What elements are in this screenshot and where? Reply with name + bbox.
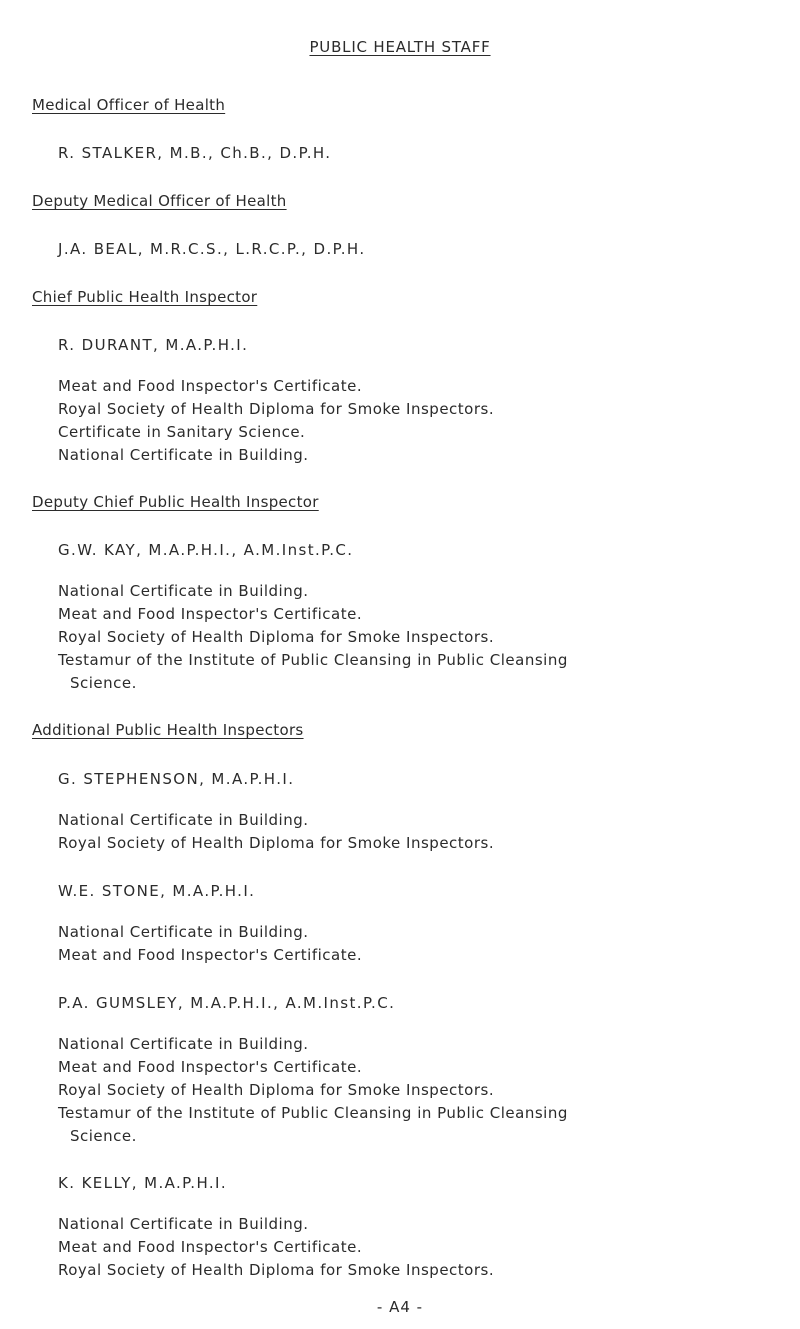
staff-name: P.A. GUMSLEY, M.A.P.H.I., A.M.Inst.P.C.	[58, 994, 396, 1012]
qualification-line: National Certificate in Building.	[58, 1215, 309, 1233]
qualification-line: Royal Society of Health Diploma for Smoke Inspectors.	[58, 1261, 495, 1279]
qualification-line: Royal Society of Health Diploma for Smoke Inspectors.	[58, 400, 495, 418]
staff-name: R. STALKER, M.B., Ch.B., D.P.H.	[58, 144, 332, 162]
qualification-line: Meat and Food Inspector's Certificate.	[58, 605, 363, 623]
page-number: - A4 -	[376, 1298, 424, 1316]
staff-name: G. STEPHENSON, M.A.P.H.I.	[58, 770, 295, 788]
staff-name: J.A. BEAL, M.R.C.S., L.R.C.P., D.P.H.	[58, 240, 366, 258]
qualification-line-continued: Science.	[70, 1127, 137, 1145]
qualification-line: Meat and Food Inspector's Certificate.	[58, 1238, 363, 1256]
qualification-line: National Certificate in Building.	[58, 923, 309, 941]
qualification-line-continued: Science.	[70, 674, 137, 692]
section-heading-additional-inspectors: Additional Public Health Inspectors	[32, 721, 304, 739]
qualification-line: National Certificate in Building.	[58, 446, 309, 464]
qualification-line: Royal Society of Health Diploma for Smoke Inspectors.	[58, 628, 495, 646]
qualification-line: Meat and Food Inspector's Certificate.	[58, 1058, 363, 1076]
qualification-line: Testamur of the Institute of Public Cleansing in Public Cleansing	[58, 651, 568, 669]
qualification-line: Certificate in Sanitary Science.	[58, 423, 306, 441]
page-title	[0, 38, 800, 56]
qualification-line: Royal Society of Health Diploma for Smoke Inspectors.	[58, 1081, 495, 1099]
qualification-line: Royal Society of Health Diploma for Smoke Inspectors.	[58, 834, 495, 852]
staff-name: G.W. KAY, M.A.P.H.I., A.M.Inst.P.C.	[58, 541, 354, 559]
section-heading-chief-inspector: Chief Public Health Inspector	[32, 288, 258, 306]
section-heading-medical-officer: Medical Officer of Health	[32, 96, 226, 114]
qualification-line: Meat and Food Inspector's Certificate.	[58, 377, 363, 395]
section-heading-deputy-chief-inspector: Deputy Chief Public Health Inspector	[32, 493, 319, 511]
section-heading-deputy-medical-officer: Deputy Medical Officer of Health	[32, 192, 287, 210]
staff-name: K. KELLY, M.A.P.H.I.	[58, 1174, 228, 1192]
qualification-line: National Certificate in Building.	[58, 582, 309, 600]
staff-name: R. DURANT, M.A.P.H.I.	[58, 336, 249, 354]
qualification-line: Testamur of the Institute of Public Cleansing in Public Cleansing	[58, 1104, 568, 1122]
qualification-line: National Certificate in Building.	[58, 1035, 309, 1053]
qualification-line: National Certificate in Building.	[58, 811, 309, 829]
page-title-text: PUBLIC HEALTH STAFF	[309, 38, 491, 56]
qualification-line: Meat and Food Inspector's Certificate.	[58, 946, 363, 964]
staff-name: W.E. STONE, M.A.P.H.I.	[58, 882, 256, 900]
